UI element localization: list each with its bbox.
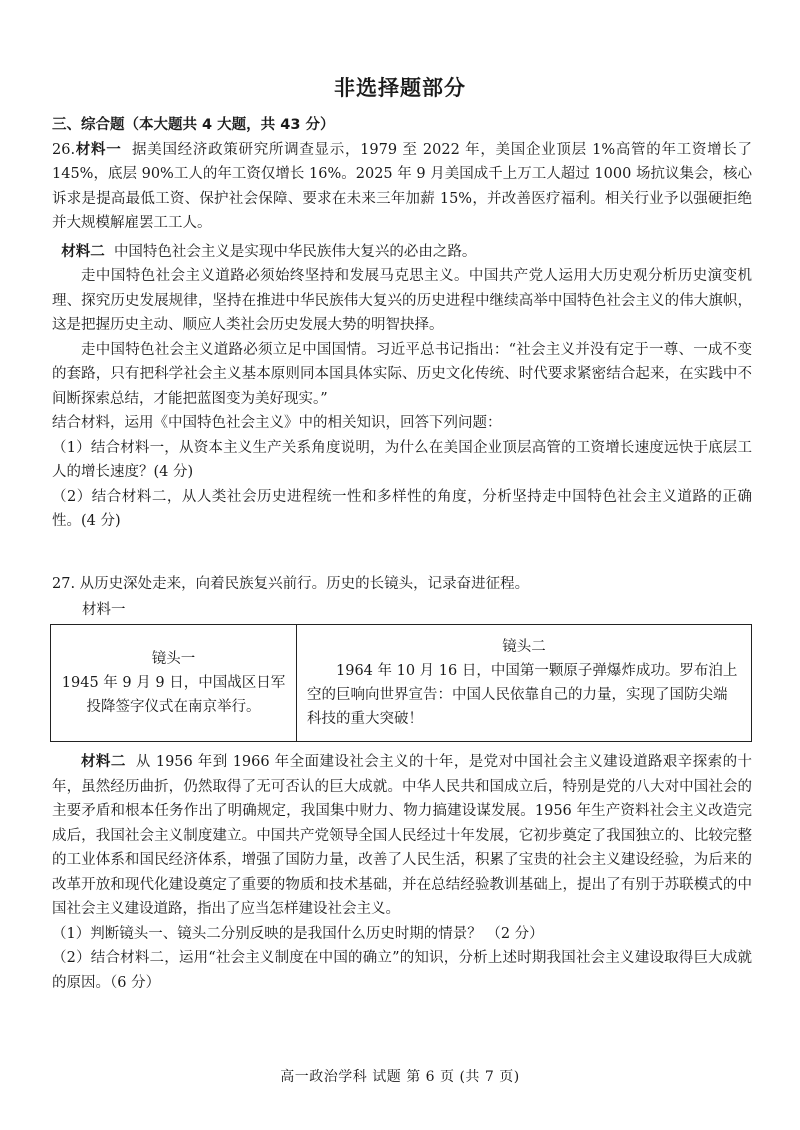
q26-paragraph-3: 走中国特色社会主义道路必须立足中国国情。习近平总书记指出：“社会主义并没有定于一尊、一成不变的套路，只有把科学社会主义基本原则同本国具体实际、历史文化传统、时代要求紧密结合起来，在实践中不间断探索总结，才能把蓝图变为美好现实。”: [52, 341, 752, 407]
q27-intro: 27. 从历史深处走来，向着民族复兴前行。历史的长镜头，记录奋进征程。: [52, 576, 530, 592]
q27-section: [52, 750, 752, 995]
q27-m2-text: 从 1956 年到 1966 年全面建设社会主义的十年，是党对中国社会主义建设道路艰辛探索的十年，虽然经历曲折，仍然取得了无可否认的巨大成就。中华人民共和国成立后，特别是党的八大对中国社会的主要矛盾和根本任务作出了明确规定，我国集中财力、物力搞建设谋发展。1956 年生产资料社会主义改造完成后，我国社会主义制度建立。中国共产党领导全国人民经过十年发展，它初步奠定了我国独立的、比较完整的工业体系和国民经济体系，增强了国防力量，改善了人民生活，积累了宝贵的社会主义建设经验，为后来的改革开放和现代化建设奠定了重要的物质和技术基础，并在总结经验教训基础上，提出了有别于苏联模式的中国社会主义建设道路，指出了应当怎样建设社会主义。: [52, 754, 753, 917]
q26-m1-label: 材料一: [75, 140, 122, 158]
shot-1-title: 镜头一: [151, 651, 196, 667]
q27-m2-label: 材料二: [81, 753, 126, 770]
section-heading: 三、综合题（本大题共 4 大题，共 43 分）: [52, 117, 335, 133]
q27-material-2: [52, 750, 752, 922]
page-footer: 高一政治学科 试题 第 6 页 (共 7 页): [280, 1069, 520, 1085]
q26-instruction: 结合材料，运用《中国特色社会主义》中的相关知识，回答下列问题：: [52, 415, 502, 431]
q27-m1-label: 材料一: [82, 602, 126, 618]
q26-paragraph-2: 走中国特色社会主义道路必须始终坚持和发展马克思主义。中国共产党人运用大历史观分析历史演变机理、探究历史发展规律，坚持在推进中华民族伟大复兴的历史进程中继续高举中国特色社会主义的伟大旗帜，这是把握历史主动、顺应人类社会历史发展大势的明智抉择。: [52, 268, 752, 333]
shot-2-title: 镜头二: [502, 639, 546, 655]
q26-number: 26.: [52, 141, 76, 158]
q26-material-2: [52, 240, 752, 265]
shot-2-cell: [297, 625, 752, 742]
shot-1-text: 1945 年 9 月 9 日，中国战区日军投降签字仪式在南京举行。: [61, 675, 286, 715]
q26-m1-text: 据美国经济政策研究所调查显示，1979 至 2022 年，美国企业顶层 1%高管的年工资增长了 145%，底层 90%工人的年工资仅增长 16%。2025 年 9 月美国成千上万工人超过 1000 场抗议集会，核心诉求是提高最低工资、保护社会保障、要求在未来三年加薪 15%，并改善医疗福利。相关行业予以强硬拒绝并大规模解雇罢工工人。: [52, 141, 753, 231]
q26-m2-text: 中国特色社会主义是实现中华民族伟大复兴的必由之路。: [113, 243, 477, 260]
q26-question-2: （2）结合材料二，从人类社会历史进程统一性和多样性的角度，分析坚持走中国特色社会主义道路的正确性。(4 分): [52, 488, 752, 529]
section-26: [52, 113, 752, 534]
q26-m2-label: 材料二: [61, 242, 105, 260]
shot-1-cell: [51, 625, 297, 742]
shot-2-text: 1964 年 10 月 16 日，中国第一颗原子弹爆炸成功。罗布泊上空的巨响向世界宣告：中国人民依靠自己的力量，实现了国防尖端科技的重大突破！: [307, 663, 738, 727]
q27-question-1: （1）判断镜头一、镜头二分别反映的是我国什么历史时期的情景？ （2 分）: [52, 925, 544, 942]
q26-question-1: （1）结合材料一，从资本主义生产关系角度说明，为什么在美国企业顶层高管的工资增长速度远快于底层工人的增长速度？(4 分): [52, 439, 752, 480]
q27-question-2: （2）结合材料二，运用“社会主义制度在中国的确立”的知识，分析上述时期我国社会主义建设取得巨大成就的原因。（6 分）: [52, 950, 752, 991]
q26-material-1: [52, 138, 752, 236]
camera-shots-table: [50, 624, 752, 742]
page-title: 非选择题部分: [334, 76, 466, 100]
